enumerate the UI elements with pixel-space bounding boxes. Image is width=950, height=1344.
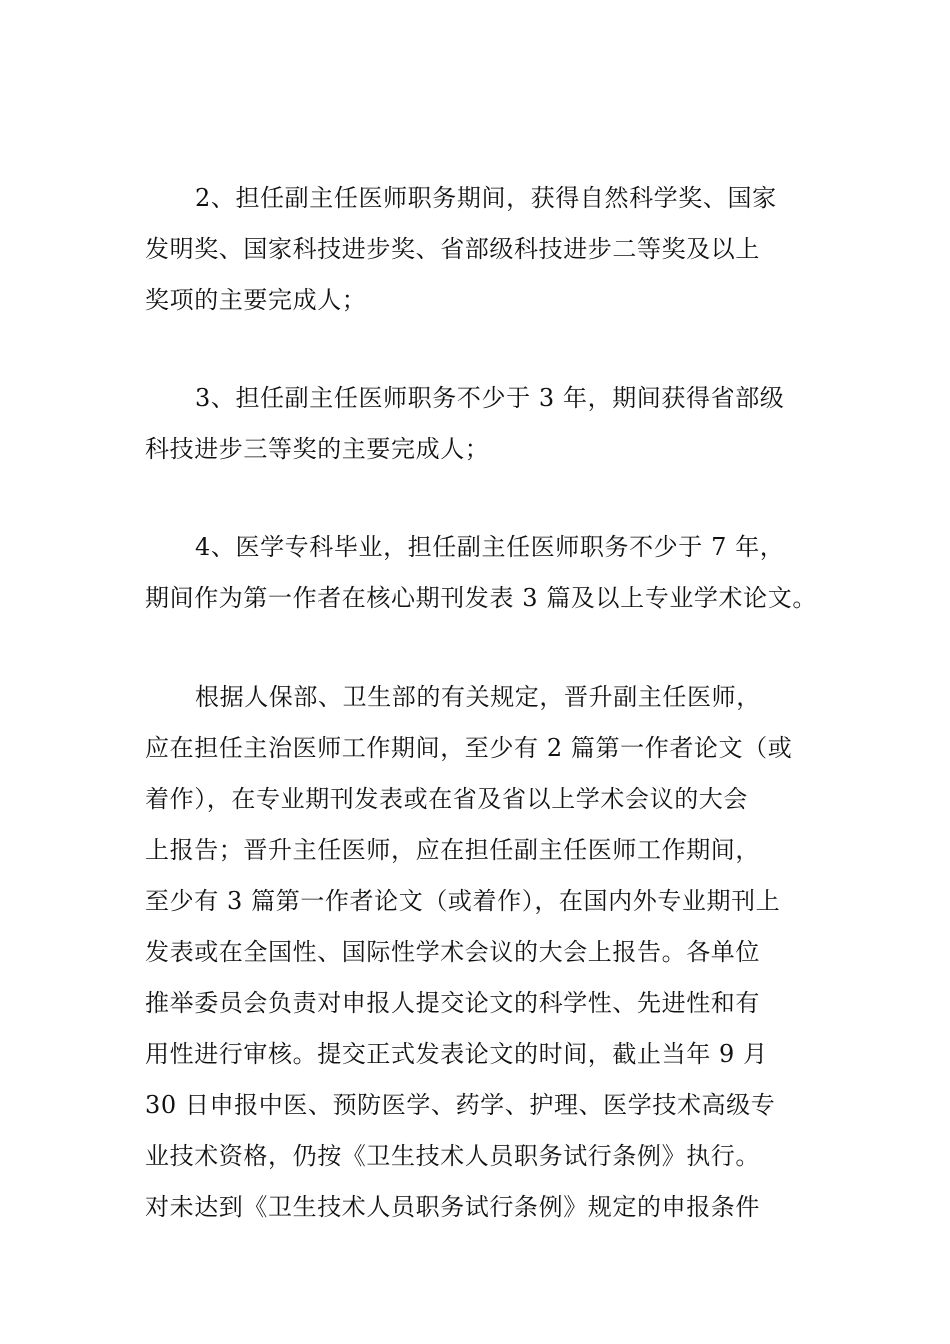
paragraph-line: 发明奖、国家科技进步奖、省部级科技进步二等奖及以上	[145, 235, 760, 263]
paragraph-regulation	[145, 672, 825, 1233]
paragraph-line: 发表或在全国性、国际性学术会议的大会上报告。各单位	[145, 938, 760, 966]
paragraph-line: 奖项的主要完成人；	[145, 286, 367, 314]
paragraph-line: 对未达到《卫生技术人员职务试行条例》规定的申报条件	[145, 1193, 760, 1221]
paragraph-line: 2、担任副主任医师职务期间，获得自然科学奖、国家	[195, 184, 777, 212]
paragraph-line: 用性进行审核。提交正式发表论文的时间，截止当年 9 月	[145, 1040, 768, 1068]
paragraph-item-3	[145, 373, 825, 475]
paragraph-line: 上报告；晋升主任医师，应在担任副主任医师工作期间，	[145, 836, 760, 864]
paragraph-line: 至少有 3 篇第一作者论文（或着作），在国内外专业期刊上	[145, 887, 781, 915]
paragraph-line: 科技进步三等奖的主要完成人；	[145, 435, 490, 463]
paragraph-line: 业技术资格，仍按《卫生技术人员职务试行条例》执行。	[145, 1142, 760, 1170]
paragraph-line: 4、医学专科毕业，担任副主任医师职务不少于 7 年，	[195, 533, 785, 561]
paragraph-line: 3、担任副主任医师职务不少于 3 年，期间获得省部级	[195, 384, 785, 412]
paragraph-line: 根据人保部、卫生部的有关规定，晋升副主任医师，	[195, 683, 761, 711]
paragraph-line: 推举委员会负责对申报人提交论文的科学性、先进性和有	[145, 989, 760, 1017]
paragraph-line: 期间作为第一作者在核心期刊发表 3 篇及以上专业学术论文。	[145, 584, 817, 612]
paragraph-line: 30 日申报中医、预防医学、药学、护理、医学技术高级专	[145, 1091, 776, 1119]
paragraph-line: 应在担任主治医师工作期间，至少有 2 篇第一作者论文（或	[145, 734, 793, 762]
paragraph-item-4	[145, 522, 825, 624]
paragraph-item-2	[145, 173, 825, 326]
paragraph-line: 着作），在专业期刊发表或在省及省以上学术会议的大会	[145, 785, 748, 813]
